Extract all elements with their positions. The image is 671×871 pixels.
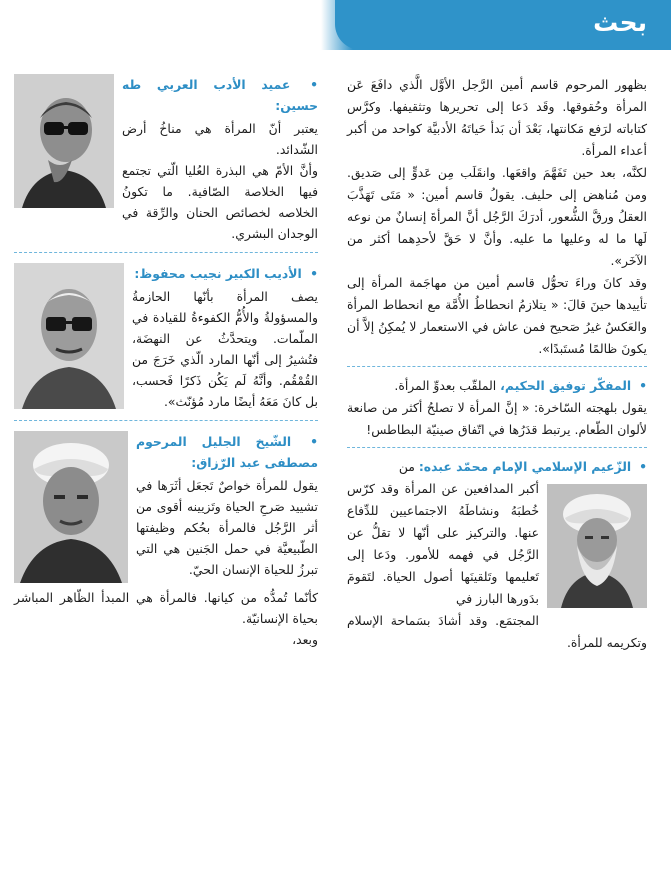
hakim-section <box>347 375 647 441</box>
abduh-text-wrapped: أكبر المدافعين عن المرأة وقد كرّس خُطبَهُ ونشاطَهُ الاجتماعيين للدِّفاع عنها. والتركيز على أنّها لا تقلُّ عن الرَّجُل في فهمه للأمور. ودَعا إلى تَعليمها وتَلقينَها أصول الحياة. لتَقومَ بدَورها البارز في <box>347 481 539 606</box>
bullet-icon: • <box>310 266 318 281</box>
razzaq-text-full: كأنّما تُمدُّه من كيانها. فالمرأة هي المبدأ الظّاهر المباشر بحياة الإنسانيّة. <box>14 590 318 626</box>
header-band <box>335 0 671 50</box>
razzaq-continuation <box>14 587 318 650</box>
hakim-heading-rest: الملقّب بعدوِّ المرأة. <box>394 378 497 393</box>
razzaq-section <box>14 431 318 583</box>
abduh-text-full: المجتمَع. وقد أشادَ بسَماحة الإسلام وتكريمه للمرأة. <box>347 613 647 650</box>
taha-paragraph-1: يعتبر أنّ المرأة هي مناخُ أرض الشّدائد. <box>122 121 318 157</box>
taha-section <box>14 74 318 244</box>
hakim-text: يقول بلهجته السّاخرة: « إنَّ المرأة لا تصلحُ أكثر من صانعة لألوان الطّعام. يرتبط قدَرُها في اتّفاق صينيّة البطاطس! <box>347 400 647 437</box>
section-divider <box>347 366 647 367</box>
taha-text <box>122 74 318 244</box>
abduh-section <box>347 456 647 654</box>
left-column <box>14 74 318 650</box>
taha-hussein-portrait <box>14 74 114 208</box>
page-title: بحث <box>593 8 647 37</box>
intro-paragraph-1: بظهور المرحوم قاسم أمين الرَّجل الأوَّل الَّذي دافَعَ عَن المرأة وحُقوقها. وقَد دَعا إلى تحريرها وتثقيفها. وكرَّس كتاباته لرَفع مَكانتها، بَعْدَ أن بَدأ حَياتَهُ الأدبيَّة كواحد من أكبر أعداء المرأة. <box>347 77 647 158</box>
razzaq-text-wrapped: يقول للمرأة خواصٌ تَجعَل أثَرَها في تشييد صَرحِ الحياة وتَزيينه أقوى من أثر الرَّجُل فالمرأة بحُكم وظيفتها الطّبيعيَّة في حمل الجَنين هي التي تبرزُ للحياة الإنسان الحيّ. <box>136 478 318 577</box>
abduh-heading: الزّعيم الإسلامي الإمام محمّد عبده: <box>418 459 632 474</box>
bullet-icon: • <box>639 378 647 393</box>
bullet-icon: • <box>310 434 318 449</box>
muhammad-abduh-portrait <box>547 484 647 608</box>
mustafa-abdelrazek-portrait <box>14 431 128 583</box>
abduh-heading-rest: من <box>398 459 415 474</box>
right-column <box>347 74 647 654</box>
intro-paragraph-2: لكنَّه، بعد حين تَفَهَّمَ واقعَها. وانقَلَب مِن عَدوٍّ إلى صَديق. ومن مُناهض إلى حليف. يقولُ قاسم أمين: « مَتَى تَهَذَّبَ العقلُ ورقَّ الشُّعور، أدرَكَ الرَّجُل أنَّ المرأةَ إنسانٌ من نوعه لَها ما له وعليها ما عليه. وأنَّ لا حَقَّ لأحدِهما أكثر من الآخَر». <box>347 165 647 268</box>
bullet-icon: • <box>639 459 647 474</box>
intro-paragraph-3: وقد كانَ وراءَ تحوُّل قاسم أمين من مهاجَمة المرأة إلى تأييدها حينَ قالَ: « يتلازمُ انحطاطُ الأُمَّة مع انحطاط المرأة والعَكسُ غيرُ صَحيح فمن عاش في الاستعمار لا يُمكِنُ إلاَّ أن يكونَ ظالمًا مُستَبدًا». <box>347 275 647 356</box>
naguib-mahfouz-portrait <box>14 263 124 409</box>
hakim-heading: المفكّر توفيق الحكيم، <box>500 378 632 393</box>
closing-text: وبعد، <box>292 632 318 647</box>
section-divider <box>347 447 647 448</box>
mahfouz-text: يصف المرأة بأنّها الحازمةُ والمسؤولةُ والأُمُّ الكفوءةُ للقيادة في الملّمات. ويتحدَّثُ عن النهضَة، فتُشيرُ إلى أنّها المارد الّذي خَرَجَ من القُمْقُم. وأنَّهُ لَم يَكُن ذَكرًا فَحسب، بل كانَ مَعَهُ أيضًا مارد مُؤنّث». <box>132 289 318 409</box>
taha-paragraph-2: وأنَّ الأمّ هي البذرة العُليا الّتي تجتمع فيها الخلاصة الصّافية. ما تكونُ الخلاصه لخصائص الحنان والرِّقة في الوجدان البشري. <box>122 163 318 241</box>
razzaq-text-block <box>136 431 318 580</box>
razzaq-heading: الشّيخ الجليل المرحوم مصطفى عبد الرّزاق: <box>136 434 318 470</box>
mahfouz-section <box>14 263 318 412</box>
section-divider <box>14 420 318 421</box>
bullet-icon: • <box>310 77 318 92</box>
header-band-edge <box>321 0 361 50</box>
mahfouz-heading: الأديب الكبير نجيب محفوظ: <box>134 266 302 281</box>
taha-heading: عميد الأدب العربي طه حسين: <box>122 77 318 113</box>
mahfouz-text-block <box>132 263 318 412</box>
section-divider <box>14 252 318 253</box>
